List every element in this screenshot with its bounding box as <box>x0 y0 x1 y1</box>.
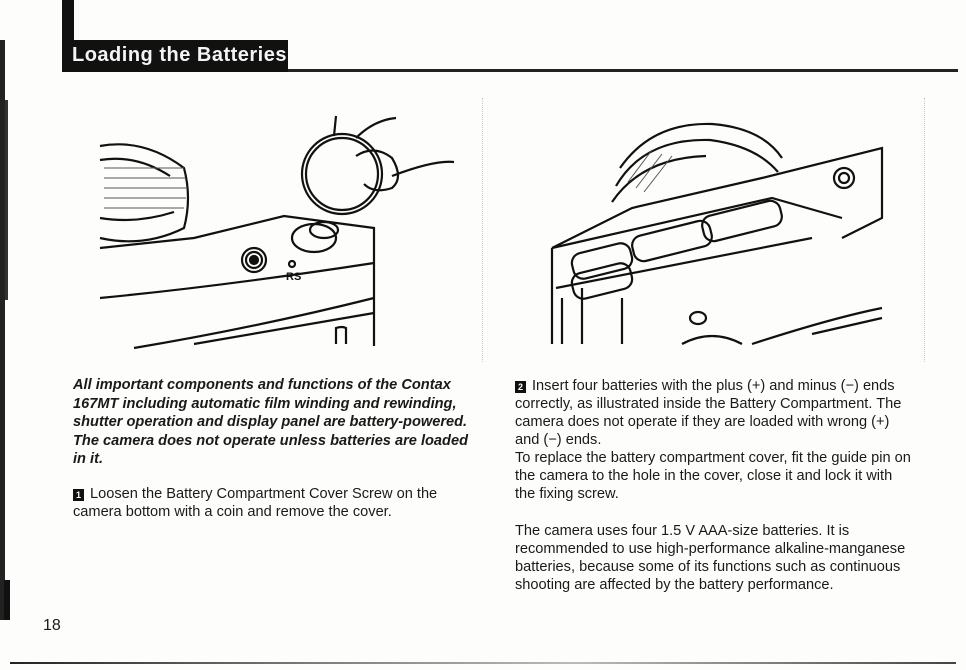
step-2-text: Insert four batteries with the plus (+) and minus (−) ends correctly, as illustrated inside the Battery Compartment. The camera does not operate if they are loaded with wrong (+) and (−) ends. <box>515 378 902 448</box>
battery-compartment-illustration <box>512 98 924 362</box>
figure-battery-compartment <box>512 98 925 362</box>
step-1-text: Loosen the Battery Compartment Cover Screw on the camera bottom with a coin and remove the cover. <box>73 486 438 520</box>
step-1 <box>73 485 483 521</box>
camera-bottom-illustration <box>74 98 482 362</box>
step-2-cover-text: To replace the battery compartment cover, fit the guide pin on the camera to the hole in the cover, close it and lock it with the fixing screw. <box>515 450 911 502</box>
title-rule <box>288 69 958 72</box>
step-2 <box>515 377 915 503</box>
intro-paragraph: All important components and functions of the Contax 167MT including automatic film winding and rewinding, shutter operation and display panel are battery-powered. The camera does not operate unless batteries are loaded in it. <box>73 377 468 467</box>
step-number-badge: 1 <box>73 489 84 501</box>
figure-coin-loosening-screw <box>74 98 483 362</box>
page-title: Loading the Batteries <box>72 44 287 66</box>
rs-label: RS <box>286 271 302 283</box>
bottom-rule <box>10 662 956 664</box>
step-number-badge: 2 <box>515 381 526 393</box>
battery-note: The camera uses four 1.5 V AAA-size batteries. It is recommended to use high-performance alkaline-manganese batteries, because some of its functions such as continuous shooting are affected by the battery performance. <box>515 523 906 593</box>
scan-edge <box>0 40 14 620</box>
page-number: 18 <box>43 617 61 634</box>
